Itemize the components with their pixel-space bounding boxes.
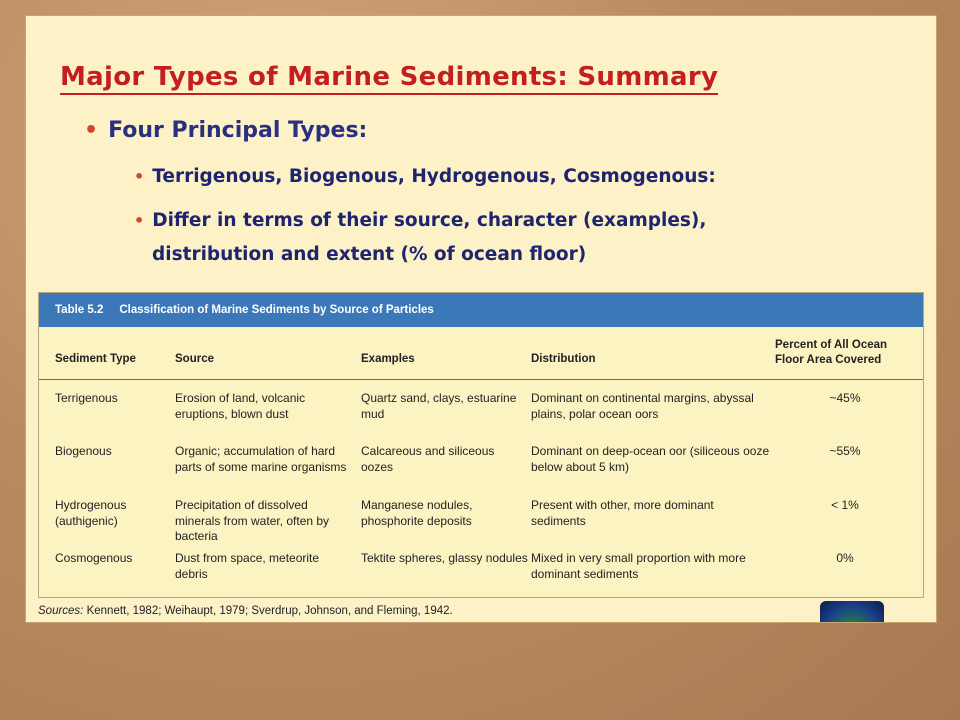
earth-globe-icon <box>820 601 884 622</box>
cell-examples: Manganese nodules, phosphorite deposits <box>361 498 473 528</box>
cell-distribution: Dominant on deep-ocean oor (siliceous ooze below about 5 km) <box>531 444 770 474</box>
bullet-differences <box>134 204 914 272</box>
cell-distribution: Mixed in very small proportion with more dominant sediments <box>531 551 746 581</box>
slide <box>26 16 936 622</box>
bullet-text-line1: Differ in terms of their source, character (examples), <box>152 210 707 231</box>
bullet-sediment-types <box>134 160 914 194</box>
cell-source: Organic; accumulation of hard parts of some marine organisms <box>175 444 347 474</box>
bullet-text: Four Principal Types: <box>108 118 368 143</box>
col-header-percent: Percent of All Ocean Floor Area Covered <box>775 339 888 366</box>
col-header-source: Source <box>175 353 214 365</box>
cell-examples: Calcareous and siliceous oozes <box>361 444 495 474</box>
cell-type: Cosmogenous <box>55 551 133 565</box>
classification-table <box>38 292 924 598</box>
bullet-dot-icon: • <box>134 167 145 186</box>
table-sources <box>38 605 453 617</box>
cell-source: Erosion of land, volcanic eruptions, blown dust <box>175 391 306 421</box>
bullet-text: Terrigenous, Biogenous, Hydrogenous, Cosmogenous: <box>152 166 716 187</box>
sources-text: Kennett, 1982; Weihaupt, 1979; Sverdrup, Johnson, and Fleming, 1942. <box>86 605 453 617</box>
cell-distribution: Dominant on continental margins, abyssal plains, polar ocean oors <box>531 391 754 421</box>
cell-percent: < 1% <box>831 498 859 512</box>
cell-examples: Quartz sand, clays, estuarine mud <box>361 391 517 421</box>
cell-type: Terrigenous <box>55 391 118 405</box>
cell-type: Biogenous <box>55 444 112 458</box>
cell-examples: Tektite spheres, glassy nodules <box>361 551 528 565</box>
col-header-examples: Examples <box>361 353 415 365</box>
table-number: Table 5.2 <box>55 304 104 316</box>
cell-percent: 0% <box>836 551 854 565</box>
bullet-principal-types <box>84 118 367 143</box>
col-header-distribution: Distribution <box>531 353 596 365</box>
bullet-dot-icon: • <box>134 211 145 230</box>
col-header-sediment-type: Sediment Type <box>55 353 136 365</box>
cell-source: Precipitation of dissolved minerals from water, often by bacteria <box>175 498 330 543</box>
cell-source: Dust from space, meteorite debris <box>175 551 320 581</box>
cell-distribution: Present with other, more dominant sediments <box>531 498 714 528</box>
sources-label: Sources: <box>38 605 84 617</box>
table-header-row <box>39 335 923 380</box>
bullet-dot-icon: • <box>84 118 99 143</box>
slide-title: Major Types of Marine Sediments: Summary <box>60 62 718 95</box>
table-caption: Classification of Marine Sediments by Source of Particles <box>119 304 434 316</box>
cell-percent: ~45% <box>829 391 861 405</box>
table-title-bar <box>39 293 923 327</box>
bullet-text-line2: distribution and extent (% of ocean floor) <box>152 244 587 265</box>
cell-type: Hydrogenous (authigenic) <box>55 498 127 528</box>
cell-percent: ~55% <box>829 444 861 458</box>
